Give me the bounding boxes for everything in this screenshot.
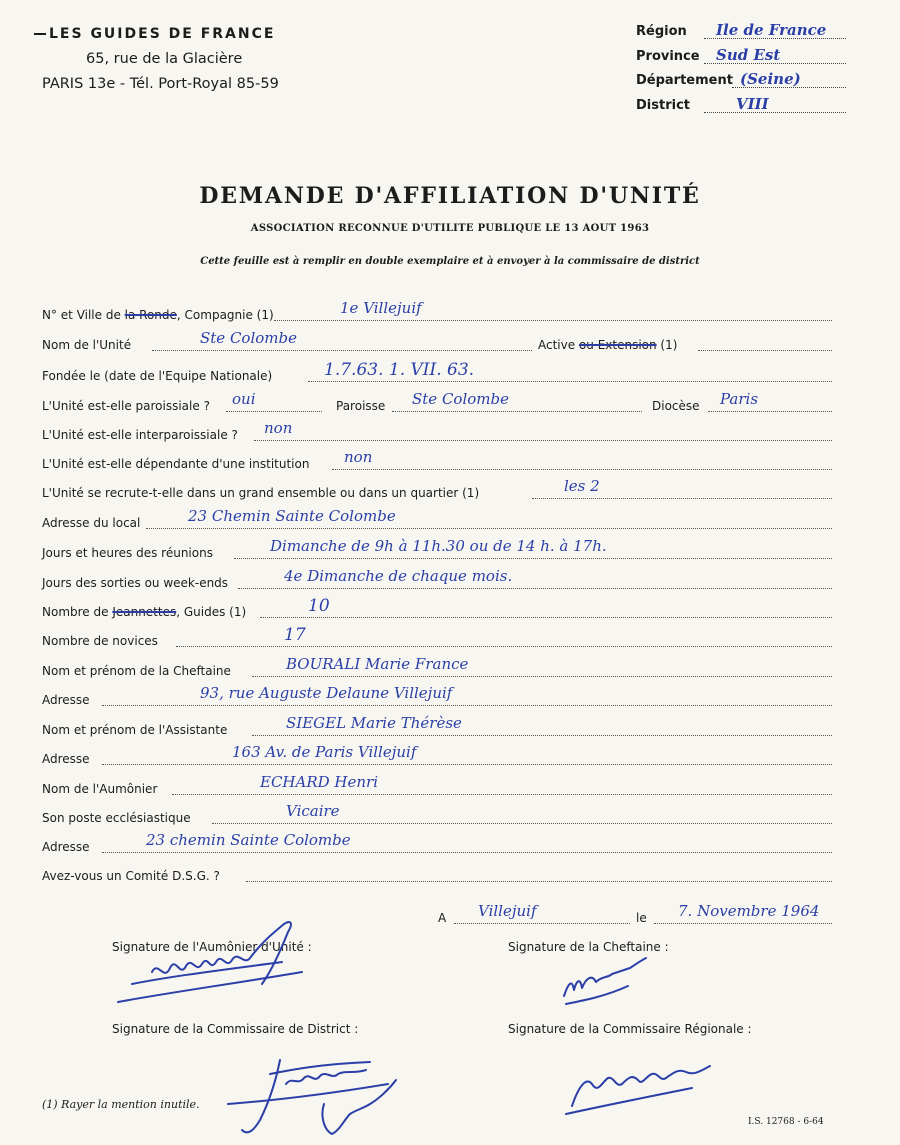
cheftaine-value: BOURALI Marie France bbox=[286, 655, 469, 673]
nombre-guides-value: 10 bbox=[308, 596, 330, 616]
signature-aumonier bbox=[112, 912, 312, 1008]
cheftaine-adresse-label: Adresse bbox=[42, 693, 90, 707]
form-row-aumonier bbox=[42, 773, 832, 799]
place-a-label: A bbox=[438, 911, 447, 925]
geo-province-value: Sud Est bbox=[716, 45, 781, 64]
nom-unite-line bbox=[152, 350, 532, 351]
poste-value: Vicaire bbox=[286, 802, 340, 820]
comite-line bbox=[246, 881, 832, 882]
cheftaine-adresse-value: 93, rue Auguste Delaune Villejuif bbox=[200, 684, 453, 702]
cheftaine-line bbox=[252, 676, 832, 677]
active-label-struck: ou Extension bbox=[578, 338, 657, 352]
paroissiale-line bbox=[226, 411, 322, 412]
adresse-local-line bbox=[146, 528, 832, 529]
geo-district-line bbox=[704, 112, 846, 113]
geo-block bbox=[636, 21, 846, 122]
paroisse-label: Paroisse bbox=[336, 399, 386, 413]
compagnie-value: 1e Villejuif bbox=[340, 299, 422, 317]
interparoissiale-value: non bbox=[264, 419, 293, 437]
signature-district-label: Signature de la Commissaire de District : bbox=[112, 1022, 359, 1036]
diocese-value: Paris bbox=[720, 390, 759, 408]
paroissiale-label: L'Unité est-elle paroissiale ? bbox=[42, 399, 210, 413]
form-row-poste bbox=[42, 802, 832, 828]
sorties-label: Jours des sorties ou week-ends bbox=[42, 576, 229, 590]
geo-region-value: Ile de France bbox=[716, 21, 827, 39]
aumonier-adresse-line bbox=[102, 852, 832, 853]
nombre-guides-label-pre: Nombre de bbox=[42, 605, 113, 619]
interparoissiale-line bbox=[254, 440, 832, 441]
cheftaine-label: Nom et prénom de la Cheftaine bbox=[42, 664, 231, 678]
geo-region-label: Région bbox=[636, 24, 687, 39]
assistante-adresse-value: 163 Av. de Paris Villejuif bbox=[232, 743, 417, 761]
place-line bbox=[454, 923, 630, 924]
aumonier-adresse-label: Adresse bbox=[42, 840, 90, 854]
interparoissiale-label: L'Unité est-elle interparoissiale ? bbox=[42, 428, 238, 442]
date-value: 7. Novembre 1964 bbox=[678, 902, 820, 920]
form-row-adresse-local bbox=[42, 507, 832, 533]
form-row-paroissiale bbox=[42, 390, 832, 416]
form-row-sorties bbox=[42, 567, 832, 593]
institution-line bbox=[332, 469, 832, 470]
assistante-label: Nom et prénom de l'Assistante bbox=[42, 723, 228, 737]
org-address: 65, rue de la Glacière bbox=[86, 51, 243, 67]
cheftaine-adresse-line bbox=[102, 705, 832, 706]
footnote: (1) Rayer la mention inutile. bbox=[42, 1098, 200, 1111]
fondee-line bbox=[308, 381, 832, 382]
nom-unite-value: Ste Colombe bbox=[200, 329, 297, 347]
nom-unite-label: Nom de l'Unité bbox=[42, 338, 132, 352]
nombre-guides-label bbox=[42, 602, 246, 622]
form-row-nom-unite bbox=[42, 329, 832, 355]
comite-label: Avez-vous un Comité D.S.G. ? bbox=[42, 869, 220, 883]
active-label bbox=[538, 335, 677, 355]
form-row-fondee bbox=[42, 360, 832, 386]
adresse-local-label: Adresse du local bbox=[42, 516, 141, 530]
place-value: Villejuif bbox=[478, 902, 537, 920]
geo-departement-label: Département bbox=[636, 73, 733, 88]
institution-label: L'Unité est-elle dépendante d'une institution bbox=[42, 457, 310, 471]
reunions-line bbox=[234, 558, 832, 559]
form-row-cheftaine bbox=[42, 655, 832, 681]
assistante-adresse-line bbox=[102, 764, 832, 765]
form-row-compagnie bbox=[42, 299, 832, 325]
form-row-novices bbox=[42, 625, 832, 651]
nombre-guides-label-struck: Jeannettes bbox=[112, 605, 177, 619]
form-row-aumonier-adresse bbox=[42, 831, 832, 857]
novices-line bbox=[176, 646, 832, 647]
signature-regionale-label: Signature de la Commissaire Régionale : bbox=[508, 1022, 752, 1036]
form-row-institution bbox=[42, 448, 832, 474]
geo-province-label: Province bbox=[636, 48, 700, 64]
compagnie-line bbox=[274, 320, 832, 321]
signature-cheftaine-label: Signature de la Cheftaine : bbox=[508, 940, 669, 954]
assistante-line bbox=[252, 735, 832, 736]
org-name: LES GUIDES DE FRANCE bbox=[42, 22, 279, 47]
form-row-reunions bbox=[42, 537, 832, 563]
geo-district bbox=[636, 94, 846, 123]
aumonier-adresse-value: 23 chemin Sainte Colombe bbox=[146, 831, 351, 849]
novices-label: Nombre de novices bbox=[42, 634, 158, 648]
compagnie-label-pre: N° et Ville de bbox=[42, 308, 125, 322]
compagnie-label bbox=[42, 305, 274, 325]
form-row-recrute bbox=[42, 477, 832, 503]
assistante-value: SIEGEL Marie Thérèse bbox=[286, 714, 462, 732]
diocese-line bbox=[708, 411, 832, 412]
aumonier-label: Nom de l'Aumônier bbox=[42, 782, 158, 796]
active-label-pre: Active bbox=[538, 338, 579, 352]
novices-value: 17 bbox=[284, 625, 306, 645]
signature-regionale bbox=[562, 1054, 722, 1124]
sorties-value: 4e Dimanche de chaque mois. bbox=[284, 567, 513, 585]
paroisse-line bbox=[392, 411, 642, 412]
compagnie-label-post: , Compagnie (1) bbox=[176, 308, 274, 322]
paroissiale-value: oui bbox=[232, 390, 256, 408]
form-row-cheftaine-adresse bbox=[42, 684, 832, 710]
organization-header bbox=[42, 22, 279, 97]
paroisse-value: Ste Colombe bbox=[412, 390, 509, 408]
fondee-label: Fondée le (date de l'Equipe Nationale) bbox=[42, 369, 273, 383]
aumonier-line bbox=[172, 794, 832, 795]
aumonier-value: ECHARD Henri bbox=[260, 773, 379, 791]
diocese-label: Diocèse bbox=[652, 399, 700, 413]
sorties-line bbox=[238, 588, 832, 589]
recrute-label: L'Unité se recrute-t-elle dans un grand ensemble ou dans un quartier (1) bbox=[42, 486, 480, 500]
fondee-value: 1.7.63. 1. VII. 63. bbox=[324, 360, 475, 380]
form-row-assistante-adresse bbox=[42, 743, 832, 769]
adresse-local-value: 23 Chemin Sainte Colombe bbox=[188, 507, 396, 525]
active-line bbox=[698, 350, 832, 351]
recrute-line bbox=[532, 498, 832, 499]
form-row-assistante bbox=[42, 714, 832, 740]
nombre-guides-line bbox=[260, 617, 832, 618]
form-row-nombre-guides bbox=[42, 596, 832, 622]
active-label-post: (1) bbox=[656, 338, 678, 352]
reunions-value: Dimanche de 9h à 11h.30 ou de 14 h. à 17h. bbox=[270, 537, 607, 555]
date-line bbox=[654, 923, 832, 924]
poste-line bbox=[212, 823, 832, 824]
form-reference: I.S. 12768 - 6-64 bbox=[748, 1117, 824, 1127]
page-subtitle: ASSOCIATION RECONNUE D'UTILITE PUBLIQUE LE 13 AOUT 1963 bbox=[250, 223, 650, 234]
form-row-interparoissiale bbox=[42, 419, 832, 445]
date-le-label: le bbox=[636, 911, 647, 925]
signature-district bbox=[220, 1040, 410, 1144]
form-row-comite bbox=[42, 866, 832, 886]
poste-label: Son poste ecclésiastique bbox=[42, 811, 191, 825]
signature-cheftaine bbox=[556, 956, 656, 1012]
geo-departement-value: (Seine) bbox=[740, 70, 801, 88]
compagnie-label-struck: la Ronde bbox=[124, 308, 177, 322]
org-city-tel: PARIS 13e - Tél. Port-Royal 85-59 bbox=[42, 76, 279, 92]
institution-value: non bbox=[344, 448, 373, 466]
geo-district-value: VIII bbox=[736, 94, 769, 113]
instruction-text: Cette feuille est à remplir en double exemplaire et à envoyer à la commissaire de district bbox=[200, 256, 700, 267]
signature-aumonier-label: Signature de l'Aumônier d'Unité : bbox=[112, 940, 312, 954]
page-title: DEMANDE D'AFFILIATION D'UNITÉ bbox=[199, 183, 701, 209]
geo-district-label: District bbox=[636, 97, 690, 113]
nombre-guides-label-post: , Guides (1) bbox=[176, 605, 247, 619]
reunions-label: Jours et heures des réunions bbox=[42, 546, 213, 560]
recrute-value: les 2 bbox=[564, 477, 600, 495]
assistante-adresse-label: Adresse bbox=[42, 752, 90, 766]
